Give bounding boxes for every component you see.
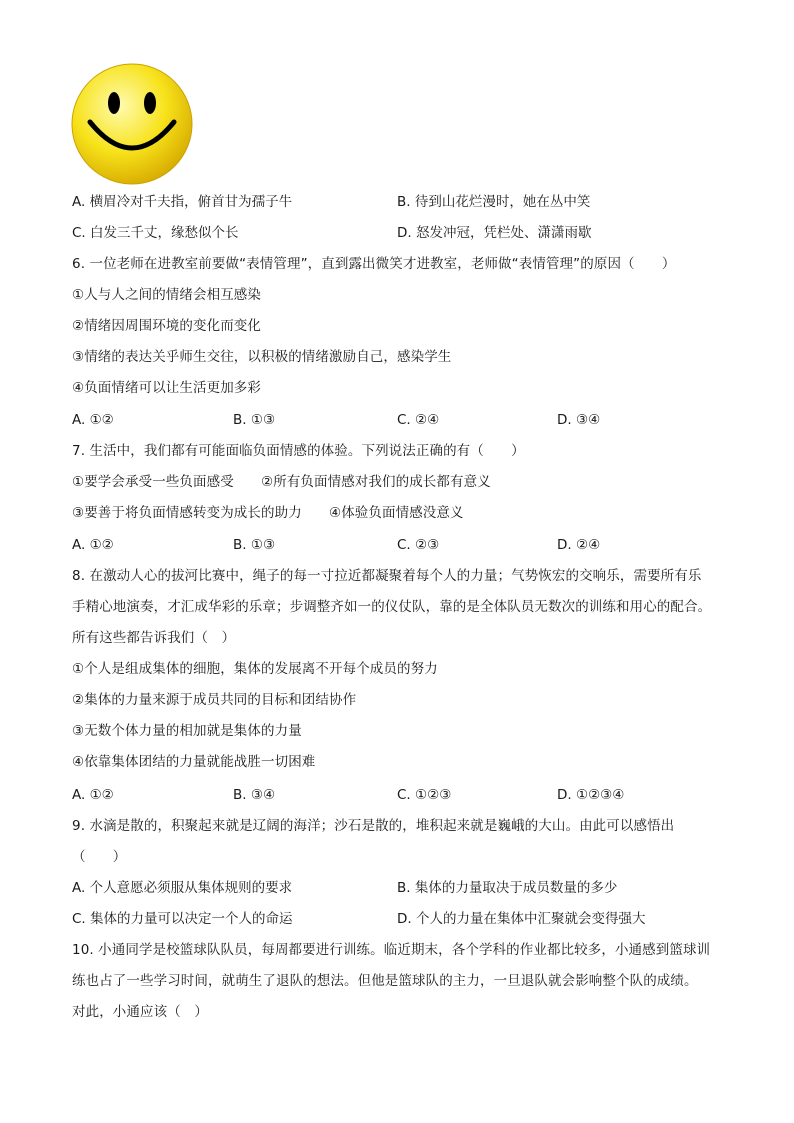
- q9-option-a: A. 个人意愿必须服从集体规则的要求: [72, 880, 293, 896]
- q8-option-c: C. ①②③: [397, 787, 452, 803]
- q6-statement-1: ①人与人之间的情绪会相互感染: [72, 287, 262, 303]
- q7-statements-3-4: ③要善于将负面情感转变为成长的助力 ④体验负面情感没意义: [72, 505, 464, 521]
- q7-stem: 7. 生活中，我们都有可能面临负面情感的体验。下列说法正确的有（ ）: [72, 443, 525, 459]
- q10-stem-line-1: 10. 小通同学是校篮球队队员，每周都要进行训练。临近期末，各个学科的作业都比较多，小通感到篮球训: [72, 942, 711, 958]
- q10-stem-line-3: 对此，小通应该（ ）: [72, 1004, 208, 1020]
- q6-statement-3: ③情绪的表达关乎师生交往，以积极的情绪激励自己，感染学生: [72, 349, 452, 365]
- q9-option-c: C. 集体的力量可以决定一个人的命运: [72, 911, 293, 927]
- q6-option-b: B. ①③: [233, 412, 276, 428]
- smiley-face-icon: [70, 62, 194, 186]
- q8-stem-line-1: 8. 在激动人心的拔河比赛中，绳子的每一寸拉近都凝聚着每个人的力量；气势恢宏的交响乐，需要所有乐: [72, 568, 702, 584]
- q8-stem-line-2: 手精心地演奏，才汇成华彩的乐章；步调整齐如一的仪仗队，靠的是全体队员无数次的训练和用心的配合。: [72, 599, 712, 615]
- q6-statement-4: ④负面情绪可以让生活更加多彩: [72, 380, 262, 396]
- q6-stem: 6. 一位老师在进教室前要做“表情管理”，直到露出微笑才进教室，老师做“表情管理”的原因（ ）: [72, 256, 676, 272]
- q10-stem-line-2: 练也占了一些学习时间，就萌生了退队的想法。但他是篮球队的主力，一旦退队就会影响整个队的成绩。: [72, 973, 698, 989]
- q7-option-c: C. ②③: [397, 537, 440, 553]
- q5-option-a: A. 横眉冷对千夫指，俯首甘为孺子牛: [72, 194, 293, 210]
- q7-option-b: B. ①③: [233, 537, 276, 553]
- q9-option-b: B. 集体的力量取决于成员数量的多少: [397, 880, 618, 896]
- q5-option-d: D. 怒发冲冠，凭栏处、潇潇雨歇: [397, 225, 592, 241]
- q6-option-a: A. ①②: [72, 412, 114, 428]
- q7-option-a: A. ①②: [72, 537, 114, 553]
- q8-statement-2: ②集体的力量来源于成员共同的目标和团结协作: [72, 692, 357, 708]
- q9-option-d: D. 个人的力量在集体中汇聚就会变得强大: [397, 911, 646, 927]
- q8-stem-line-3: 所有这些都告诉我们（ ）: [72, 630, 236, 646]
- q5-option-c: C. 白发三千丈，缘愁似个长: [72, 225, 239, 241]
- q8-option-d: D. ①②③④: [557, 787, 625, 803]
- q8-option-b: B. ③④: [233, 787, 276, 803]
- q8-statement-3: ③无数个体力量的相加就是集体的力量: [72, 723, 302, 739]
- q6-option-d: D. ③④: [557, 412, 601, 428]
- q8-statement-4: ④依靠集体团结的力量就能战胜一切困难: [72, 754, 316, 770]
- q8-option-a: A. ①②: [72, 787, 114, 803]
- q7-statements-1-2: ①要学会承受一些负面感受 ②所有负面情感对我们的成长都有意义: [72, 474, 491, 490]
- q9-stem-line-1: 9. 水滴是散的，积聚起来就是辽阔的海洋；沙石是散的，堆积起来就是巍峨的大山。由此可以感悟出: [72, 818, 675, 834]
- q7-option-d: D. ②④: [557, 537, 601, 553]
- q6-option-c: C. ②④: [397, 412, 440, 428]
- q5-option-b: B. 待到山花烂漫时，她在丛中笑: [397, 194, 591, 210]
- q8-statement-1: ①个人是组成集体的细胞，集体的发展离不开每个成员的努力: [72, 661, 438, 677]
- q6-statement-2: ②情绪因周围环境的变化而变化: [72, 318, 262, 334]
- q9-stem-line-2: （ ）: [72, 849, 127, 865]
